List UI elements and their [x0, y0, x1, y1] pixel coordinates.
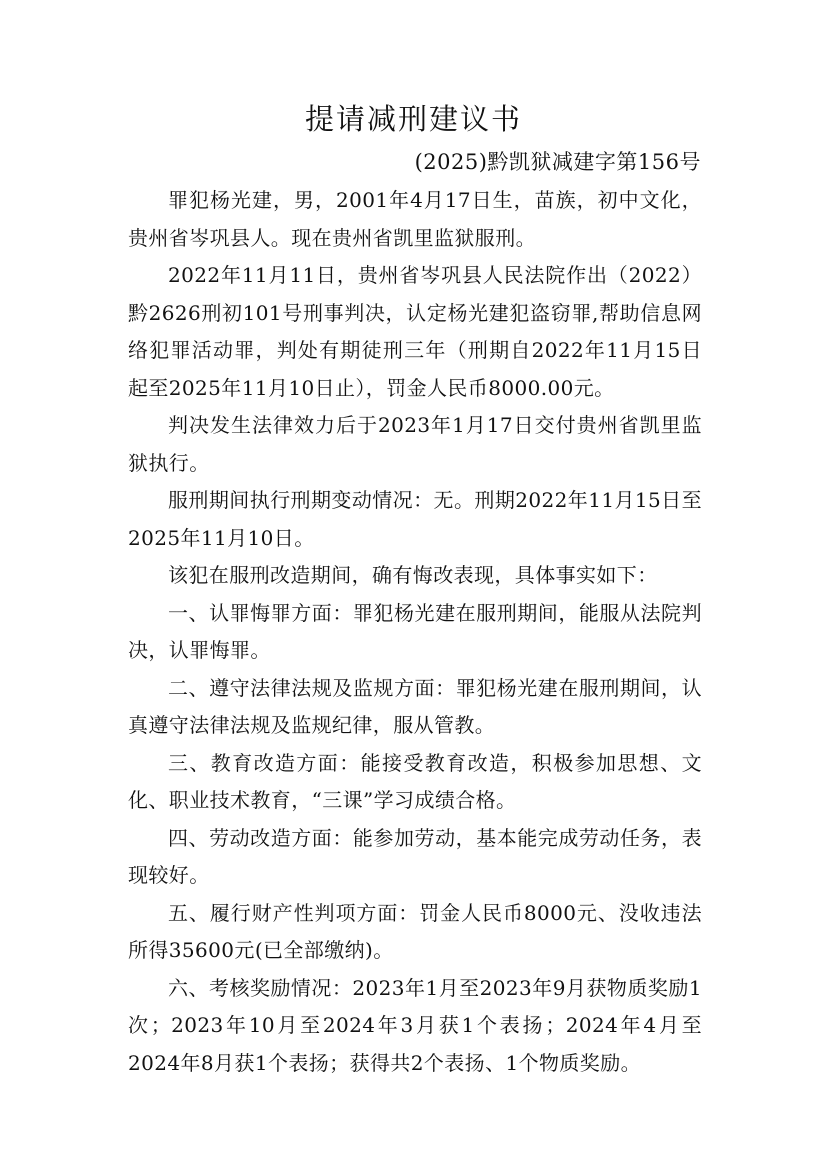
paragraph-criminal-info: 罪犯杨光建，男，2001年4月17日生，苗族，初中文化，贵州省岑巩县人。现在贵州省凯里监狱服刑。: [128, 188, 702, 250]
paragraph-delivery: 判决发生法律效力后于2023年1月17日交付贵州省凯里监狱执行。: [128, 413, 702, 475]
paragraph-sentence-change: 服刑期间执行刑期变动情况：无。刑期2022年11月15日至2025年11月10日。: [128, 488, 702, 550]
paragraph-compliance: 二、遵守法律法规及监规方面：罪犯杨光建在服刑期间，认真遵守法律法规及监规纪律，服从管教。: [128, 675, 702, 737]
paragraph-judgment: 2022年11月11日，贵州省岑巩县人民法院作出（2022）黔2626刑初101号刑事判决，认定杨光建犯盗窃罪,帮助信息网络犯罪活动罪，判处有期徒刑三年（刑期自2022年11月15日起至2025年11月10日止），罚金人民币8000.00元。: [128, 263, 702, 400]
paragraph-property-penalty: 五、履行财产性判项方面：罚金人民币8000元、没收违法所得35600元(已全部缴纳)。: [128, 900, 702, 962]
document-body: [128, 182, 702, 1082]
paragraph-education: 三、教育改造方面：能接受教育改造，积极参加思想、文化、职业技术教育，“三课”学习成绩合格。: [128, 750, 702, 812]
document-title: 提请减刑建议书: [304, 102, 522, 136]
paragraph-labor: 四、劳动改造方面：能参加劳动，基本能完成劳动任务，表现较好。: [128, 825, 702, 887]
paragraph-rewards: 六、考核奖励情况：2023年1月至2023年9月获物质奖励1次；2023年10月至2024年3月获1个表扬；2024年4月至2024年8月获1个表扬；获得共2个表扬、1个物质奖励。: [128, 975, 702, 1075]
paragraph-facts-intro: 该犯在服刑改造期间，确有悔改表现，具体事实如下：: [168, 563, 658, 587]
document-number: (2025)黔凯狱减建字第156号: [414, 150, 701, 174]
paragraph-repentance: 一、认罪悔罪方面：罪犯杨光建在服刑期间，能服从法院判决，认罪悔罪。: [128, 600, 702, 662]
